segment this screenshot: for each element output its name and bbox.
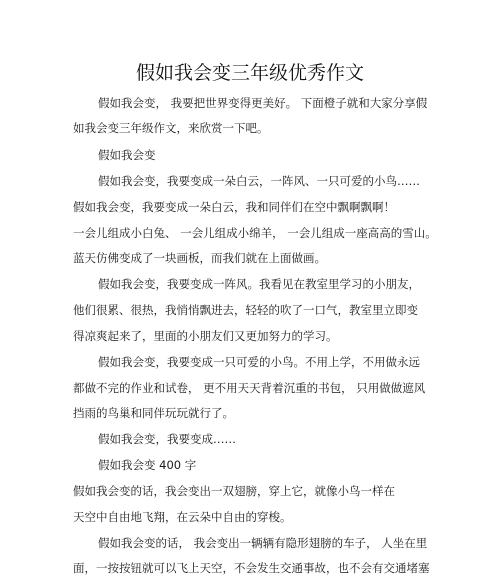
paragraph-line: 都做不完的作业和试卷， 更不用天天背着沉重的书包， 只用做做遮风 bbox=[73, 381, 426, 395]
paragraph-line: 假如我会变，我要变成一阵风。我看见在教室里学习的小朋友， bbox=[98, 277, 420, 291]
paragraph-line: 假如我会变的话， 我会变出一辆辆有隐形翅膀的车子， 人坐在里 bbox=[98, 536, 428, 550]
paragraph-line: 假如我会变，我要变成一只可爱的小鸟。不用上学，不用做永远 bbox=[98, 355, 420, 369]
paragraph-line: 假如我会变的话，我会变出一双翅膀，穿上它，就像小鸟一样在 bbox=[73, 484, 395, 498]
paragraph-line: 假如我会变，我要变成…… bbox=[98, 432, 236, 446]
paragraph-line: 如我会变三年级作文，来欣赏一下吧。 bbox=[73, 121, 269, 135]
paragraph-line: 一会儿组成小白兔、 一会儿组成小绵羊， 一会儿组成一座高高的雪山。 bbox=[73, 226, 437, 240]
paragraph-line: 假如我会变，我要变成一朵白云，一阵风、一只可爱的小鸟…… bbox=[98, 174, 420, 188]
paragraph-line: 天空中自由地飞翔，在云朵中自由的穿梭。 bbox=[73, 510, 292, 524]
paragraph-line: 他们很累、很热，我悄悄飘进去，轻轻的吹了一口气，教室里立即变 bbox=[73, 303, 418, 317]
section-heading: 假如我会变 400 字 bbox=[98, 458, 197, 472]
cut-off-line bbox=[73, 556, 430, 575]
paragraph-line: 假如我会变，我要变成一朵白云，我和同伴们在空中飘啊飘啊！ bbox=[73, 200, 395, 214]
document-title: 假如我会变三年级优秀作文 bbox=[135, 62, 364, 84]
section-heading: 假如我会变 bbox=[98, 148, 156, 162]
paragraph-line: 面，一按按钮就可以飞上天空，不会发生交通事故，也不会有交通堵塞 bbox=[73, 561, 430, 575]
paragraph-line: 得凉爽起来了，里面的小朋友们又更加努力的学习。 bbox=[73, 329, 338, 343]
paragraph-line: 蓝天仿佛变成了一块画板，而我们就在上面做画。 bbox=[73, 251, 326, 265]
paragraph-line: 挡雨的鸟巢和同伴玩玩就行了。 bbox=[73, 406, 234, 420]
paragraph-line: 假如我会变， 我要把世界变得更美好。 下面橙子就和大家分享假 bbox=[98, 96, 428, 110]
